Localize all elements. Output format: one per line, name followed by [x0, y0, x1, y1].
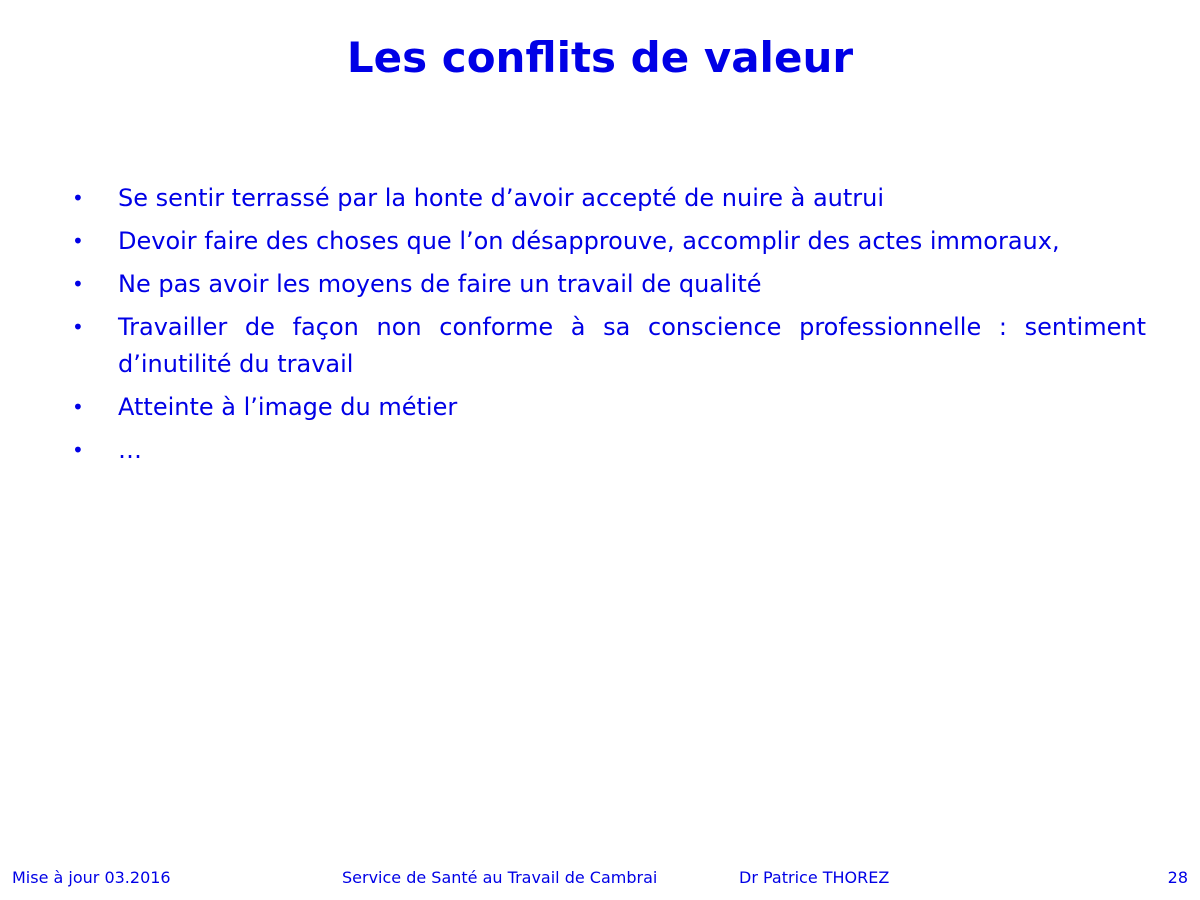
bullet-item	[68, 309, 1146, 383]
bullet-text: Atteinte à l’image du métier	[118, 393, 458, 421]
footer-author: Dr Patrice THOREZ	[739, 868, 890, 887]
footer-update-date: Mise à jour 03.2016	[12, 868, 171, 887]
bullet-text: Devoir faire des choses que l’on désapprouve, accomplir des actes immoraux,	[118, 227, 1060, 255]
bullet-text: Travailler de façon non conforme à sa conscience professionnelle : sentiment d’inutilité du travail	[118, 313, 1146, 378]
bullet-marker: •	[72, 395, 84, 419]
bullet-marker: •	[72, 229, 84, 253]
bullet-text: …	[118, 436, 142, 464]
bullet-text: Ne pas avoir les moyens de faire un travail de qualité	[118, 270, 762, 298]
footer-service: Service de Santé au Travail de Cambrai	[342, 868, 658, 887]
bullet-marker: •	[72, 315, 84, 339]
slide-title: Les conflits de valeur	[346, 33, 854, 82]
page-number: 28	[1167, 868, 1188, 887]
bullet-item	[68, 180, 1146, 217]
bullet-item	[68, 389, 1146, 426]
bullet-marker: •	[72, 438, 84, 462]
bullet-item	[68, 432, 1146, 469]
bullet-text: Se sentir terrassé par la honte d’avoir accepté de nuire à autrui	[118, 184, 885, 212]
bullet-marker: •	[72, 272, 84, 296]
bullet-item	[68, 223, 1146, 260]
bullet-list	[68, 180, 1146, 475]
bullet-marker: •	[72, 186, 84, 210]
bullet-item	[68, 266, 1146, 303]
